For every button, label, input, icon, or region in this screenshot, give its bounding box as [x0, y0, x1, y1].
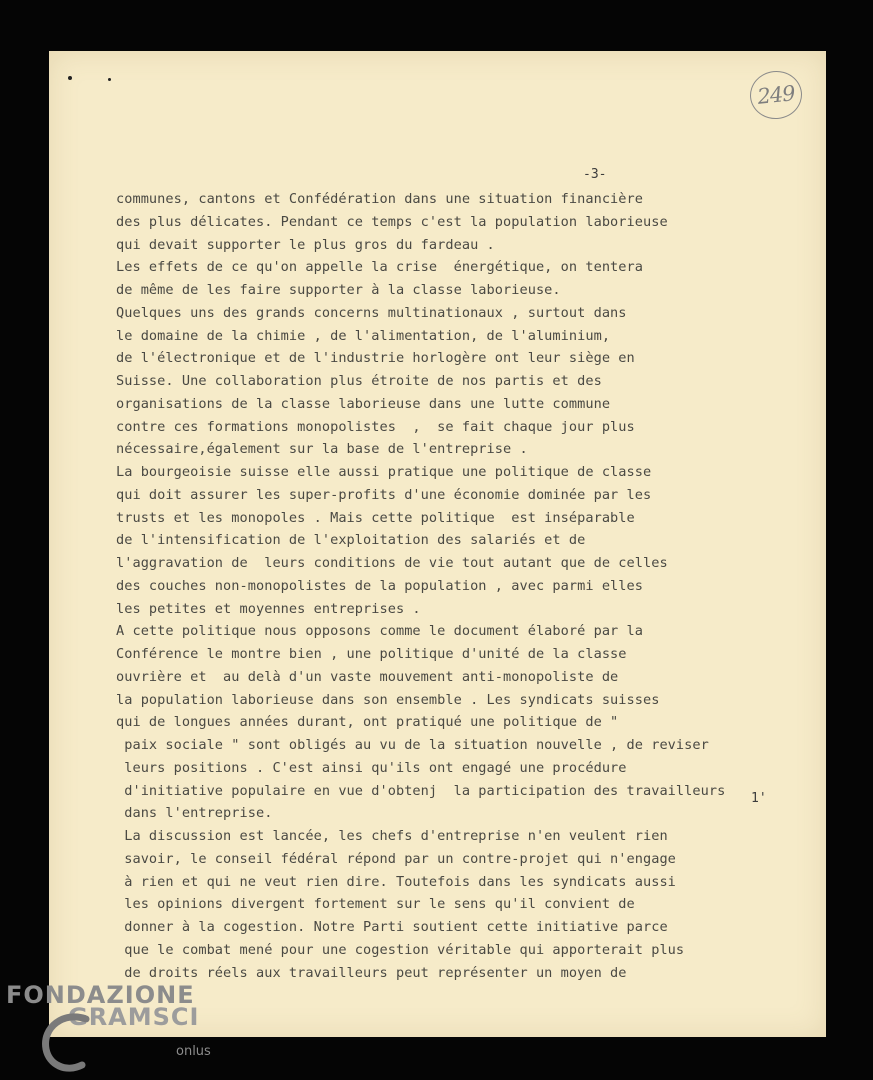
text-line: dans l'entreprise. — [116, 805, 273, 822]
text-line: d'initiative populaire en vue d'obtenj la participation des travailleurs — [116, 782, 726, 799]
text-line: qui devait supporter le plus gros du fardeau . — [116, 236, 495, 253]
folio-number-text: 249 — [756, 81, 796, 109]
text-line: les petites et moyennes entreprises . — [116, 600, 421, 617]
text-line: Les effets de ce qu'on appelle la crise énergétique, on tentera — [116, 259, 643, 276]
text-line: les opinions divergent fortement sur le sens qu'il convient de — [116, 896, 635, 913]
text-line: A cette politique nous opposons comme le document élaboré par la — [116, 623, 643, 640]
text-line: de l'intensification de l'exploitation des salariés et de — [116, 532, 586, 549]
text-line: ouvrière et au delà d'un vaste mouvement anti-monopoliste de — [116, 668, 619, 685]
text-line: trusts et les monopoles . Mais cette politique est inséparable — [116, 509, 635, 526]
text-line: La discussion est lancée, les chefs d'entreprise n'en veulent rien — [116, 828, 668, 844]
margin-annotation: 1' — [751, 791, 767, 806]
text-line: nécessaire,également sur la base de l'entreprise . — [116, 441, 528, 458]
text-line: savoir, le conseil fédéral répond par un contre-projet qui n'engage — [116, 850, 676, 867]
text-line: La bourgeoisie suisse elle aussi pratique une politique de classe — [116, 464, 652, 480]
text-line: paix sociale " sont obligés au vu de la situation nouvelle , de reviser — [116, 737, 709, 753]
ink-speck — [68, 76, 72, 80]
text-line: de l'électronique et de l'industrie horlogère ont leur siège en — [116, 350, 635, 367]
text-line: Suisse. Une collaboration plus étroite de nos partis et des — [116, 373, 602, 389]
watermark-line-2: GRAMSCI — [68, 1003, 200, 1031]
watermark-line-3: onlus — [176, 1044, 211, 1059]
text-line: des couches non-monopolistes de la population , avec parmi elles — [116, 577, 643, 594]
text-line: contre ces formations monopolistes , se fait chaque jour plus — [116, 418, 635, 435]
text-line: qui doit assurer les super-profits d'une économie dominée par les — [116, 486, 652, 503]
fondazione-gramsci-watermark — [6, 981, 211, 1059]
text-line: la population laborieuse dans son ensemble . Les syndicats suisses — [116, 691, 660, 708]
text-line: Conférence le montre bien , une politique d'unité de la classe — [116, 646, 627, 662]
text-line: l'aggravation de leurs conditions de vie tout autant que de celles — [116, 555, 668, 571]
body-text — [116, 188, 816, 984]
text-line: qui de longues années durant, ont pratiqué une politique de " — [116, 714, 619, 731]
text-line: des plus délicates. Pendant ce temps c'est la population laborieuse — [116, 213, 668, 230]
ink-speck — [108, 78, 111, 81]
text-line: organisations de la classe laborieuse dans une lutte commune — [116, 395, 611, 412]
text-line: à rien et qui ne veut rien dire. Toutefois dans les syndicats aussi — [116, 873, 676, 890]
text-line: Quelques uns des grands concerns multinationaux , surtout dans — [116, 304, 627, 321]
text-line: leurs positions . C'est ainsi qu'ils ont engagé une procédure — [116, 759, 627, 776]
text-line: communes, cantons et Confédération dans une situation financière — [116, 191, 643, 207]
text-line: de même de les faire supporter à la classe laborieuse. — [116, 282, 561, 298]
watermark-line-1: FONDAZIONE — [6, 981, 195, 1009]
text-line: le domaine de la chimie , de l'alimentation, de l'aluminium, — [116, 327, 611, 344]
text-line: de droits réels aux travailleurs peut représenter un moyen de — [116, 964, 627, 981]
text-line: que le combat mené pour une cogestion véritable qui apporterait plus — [116, 941, 685, 958]
page-number: -3- — [583, 167, 607, 182]
document-page — [49, 51, 826, 1037]
text-line: donner à la cogestion. Notre Parti soutient cette initiative parce — [116, 919, 668, 935]
handwritten-folio-number — [748, 68, 805, 121]
swirl-logo-icon — [36, 1005, 108, 1077]
